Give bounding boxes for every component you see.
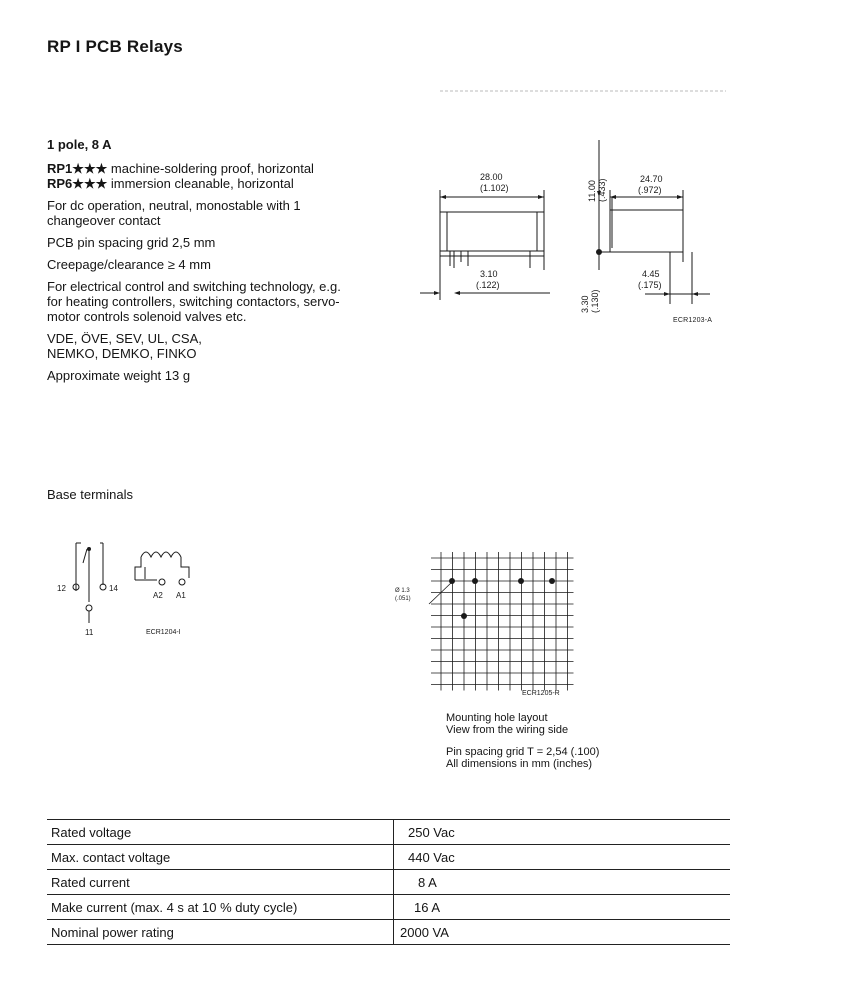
dimension-ref: ECR1203-A — [673, 317, 713, 324]
pin-pitch-in: (.175) — [638, 280, 662, 290]
hole-dia-mm: Ø 1.3 — [395, 588, 410, 594]
pole-rating: 1 pole, 8 A — [47, 137, 112, 152]
pin-offset-mm: 3.10 — [480, 269, 498, 279]
coil-a2-label: A2 — [153, 591, 163, 600]
rating-value: 250 Vac — [394, 820, 731, 845]
rating-label: Make current (max. 4 s at 10 % duty cycle) — [47, 895, 394, 920]
caption-line-1: Mounting hole layout — [446, 712, 548, 724]
hole-layout-ref: ECR1205-R — [522, 690, 560, 697]
description-block — [47, 137, 377, 390]
dimension-drawing — [410, 140, 740, 330]
caption-line-4: All dimensions in mm (inches) — [446, 758, 593, 770]
table-row — [47, 920, 730, 945]
body-in: (.972) — [638, 185, 662, 195]
caption-line-2: View from the wiring side — [446, 724, 569, 736]
mount-hole — [518, 578, 524, 584]
rp1-code: RP1★★★ — [47, 161, 108, 176]
coil-a1-label: A1 — [176, 591, 186, 600]
terminal-11-label: 11 — [85, 628, 94, 637]
rating-label: Nominal power rating — [47, 920, 394, 945]
rp1-text: machine-soldering proof, horizontal — [110, 161, 314, 176]
hole-dia-in: (.051) — [395, 596, 411, 602]
variant-rp1 — [47, 161, 377, 176]
pin-length-mm: 3.30 — [580, 295, 590, 313]
mount-hole — [472, 578, 478, 584]
creepage-text: Creepage/clearance ≥ 4 mm — [47, 257, 211, 272]
base-terminals-heading: Base terminals — [47, 487, 133, 502]
mount-hole — [461, 613, 467, 619]
top-rule — [440, 88, 740, 94]
approvals-text: VDE, ÖVE, SEV, UL, CSA, NEMKO, DEMKO, FINKO — [47, 331, 202, 361]
page-title: RP I PCB Relays — [47, 37, 183, 56]
rating-label: Rated voltage — [47, 820, 394, 845]
rating-value: 440 Vac — [394, 845, 731, 870]
rating-value: 2000 VA — [394, 920, 731, 945]
rating-label: Max. contact voltage — [47, 845, 394, 870]
terminal-12-label: 12 — [57, 584, 66, 593]
mount-hole — [449, 578, 455, 584]
table-row — [47, 895, 730, 920]
ratings-table — [47, 819, 730, 945]
rp6-text: immersion cleanable, horizontal — [110, 176, 294, 191]
terminal-ref: ECR1204-I — [146, 629, 181, 636]
application-text: For electrical control and switching technology, e.g. for heating controllers, switching contactors, servo-motor controls solenoid valves etc. — [47, 279, 341, 324]
table-row — [47, 870, 730, 895]
hole-layout-caption — [446, 712, 599, 780]
rating-label: Rated current — [47, 870, 394, 895]
height-mm: 11.00 — [587, 180, 597, 202]
weight-text: Approximate weight 13 g — [47, 368, 191, 383]
terminal-14-label: 14 — [109, 584, 118, 593]
length-mm: 28.00 — [480, 172, 503, 182]
rp6-code: RP6★★★ — [47, 176, 108, 191]
terminal-schematic — [45, 535, 235, 645]
table-row — [47, 845, 730, 870]
table-row — [47, 820, 730, 845]
height-in: (.433) — [597, 178, 607, 202]
pin-spacing-text: PCB pin spacing grid 2,5 mm — [47, 235, 216, 250]
variant-rp6 — [47, 176, 377, 191]
hole-layout-grid — [395, 548, 585, 698]
rating-value: 16 A — [394, 895, 731, 920]
caption-line-3: Pin spacing grid T = 2,54 (.100) — [446, 746, 600, 758]
length-in: (1.102) — [480, 183, 509, 193]
pin-pitch-mm: 4.45 — [642, 269, 660, 279]
dc-operation-text: For dc operation, neutral, monostable with 1 changeover contact — [47, 198, 301, 228]
pin-offset-in: (.122) — [476, 280, 500, 290]
rating-value: 8 A — [394, 870, 731, 895]
body-mm: 24.70 — [640, 174, 663, 184]
mount-hole — [549, 578, 555, 584]
pin-length-in: (.130) — [590, 289, 600, 313]
